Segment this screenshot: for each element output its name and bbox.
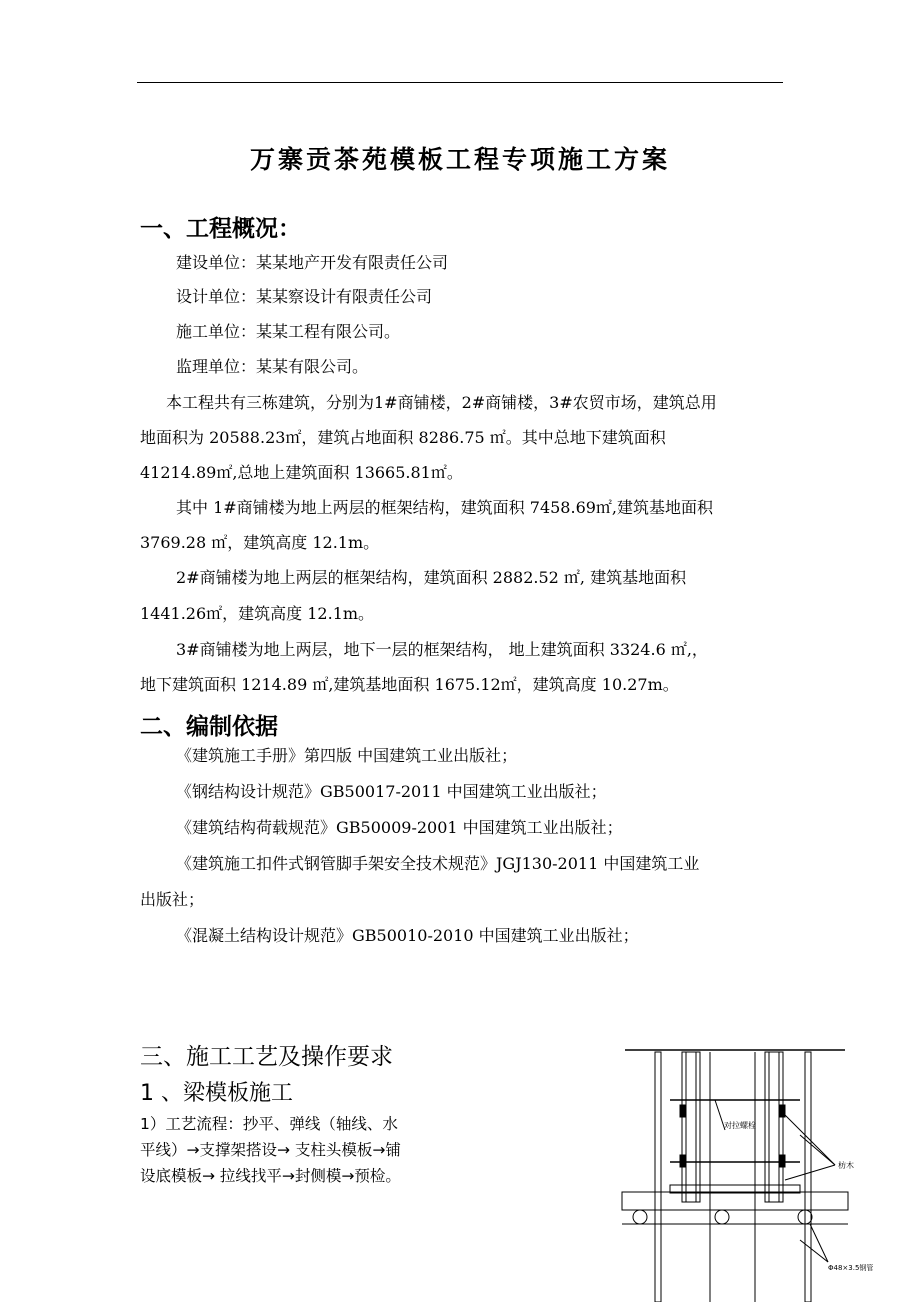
section-1-heading: 一、工程概况：	[140, 216, 301, 242]
tie-bolt-label: 对拉螺栓	[724, 1121, 756, 1130]
overview-line-1: 本工程共有三栋建筑，分别为1#商铺楼，2#商铺楼，3#农贸市场，建筑总用	[166, 393, 717, 412]
building1-line-1: 其中 1#商铺楼为地上两层的框架结构，建筑面积 7458.69㎡,建筑基地面积	[176, 498, 714, 517]
contractor-line: 施工单位：某某工程有限公司。	[176, 322, 401, 341]
building3-line-2: 地下建筑面积 1214.89 ㎡,建筑基地面积 1675.12㎡，建筑高度 10.27m。	[140, 675, 679, 694]
section-2-heading: 二、编制依据	[140, 714, 278, 740]
overview-line-3: 41214.89㎡,总地上建筑面积 13665.81㎡。	[140, 463, 463, 482]
subsection-beam-formwork: 1 、梁模板施工	[140, 1081, 293, 1106]
beam-formwork-diagram	[600, 1030, 900, 1302]
owner-line: 建设单位：某某地产开发有限责任公司	[176, 253, 449, 272]
process-flow-line-3: 设底模板→ 拉线找平→封侧模→预检。	[140, 1167, 401, 1185]
right-form-board	[765, 1052, 783, 1202]
header-rule	[137, 82, 783, 83]
reference-item: 《混凝土结构设计规范》GB50010-2010 中国建筑工业出版社；	[176, 926, 639, 945]
page-title: 万寨贡茶苑模板工程专项施工方案	[249, 145, 670, 174]
building2-line-2: 1441.26㎡，建筑高度 12.1m。	[140, 604, 375, 623]
reference-item: 《建筑施工手册》第四版 中国建筑工业出版社；	[176, 746, 518, 765]
reference-item: 《建筑结构荷载规范》GB50009-2001 中国建筑工业出版社；	[176, 818, 623, 837]
pipe-section	[633, 1210, 647, 1224]
pipe-section	[715, 1210, 729, 1224]
process-flow-line-2: 平线）→支撑架搭设→ 支柱头模板→铺	[140, 1141, 401, 1159]
reference-item: 《建筑施工扣件式钢管脚手架安全技术规范》JGJ130-2011 中国建筑工业	[176, 854, 700, 873]
building1-line-2: 3769.28 ㎡，建筑高度 12.1m。	[140, 533, 380, 552]
reference-item-continued: 出版社；	[140, 890, 205, 909]
section-3-heading: 三、施工工艺及操作要求	[140, 1044, 393, 1070]
supervisor-line: 监理单位：某某有限公司。	[176, 357, 369, 376]
left-steel-tube	[655, 1052, 661, 1302]
building3-line-1: 3#商铺楼为地上两层，地下一层的框架结构， 地上建筑面积 3324.6 ㎡,，	[176, 640, 708, 659]
process-flow-line-1: 1）工艺流程：抄平、弹线（轴线、水	[140, 1115, 398, 1133]
overview-line-2: 地面积为 20588.23㎡，建筑占地面积 8286.75 ㎡。其中总地下建筑面积	[140, 428, 666, 447]
left-form-board	[682, 1052, 700, 1202]
designer-line: 设计单位：某某察设计有限责任公司	[176, 287, 433, 306]
timber-label: 枋木	[838, 1161, 854, 1170]
building2-line-1: 2#商铺楼为地上两层的框架结构，建筑面积 2882.52 ㎡, 建筑基地面积	[176, 568, 687, 587]
timber-ledger	[622, 1192, 848, 1210]
steel-pipe-label: Φ48×3.5钢管	[828, 1264, 874, 1272]
reference-item: 《钢结构设计规范》GB50017-2011 中国建筑工业出版社；	[176, 782, 607, 801]
right-steel-tube	[805, 1052, 811, 1302]
